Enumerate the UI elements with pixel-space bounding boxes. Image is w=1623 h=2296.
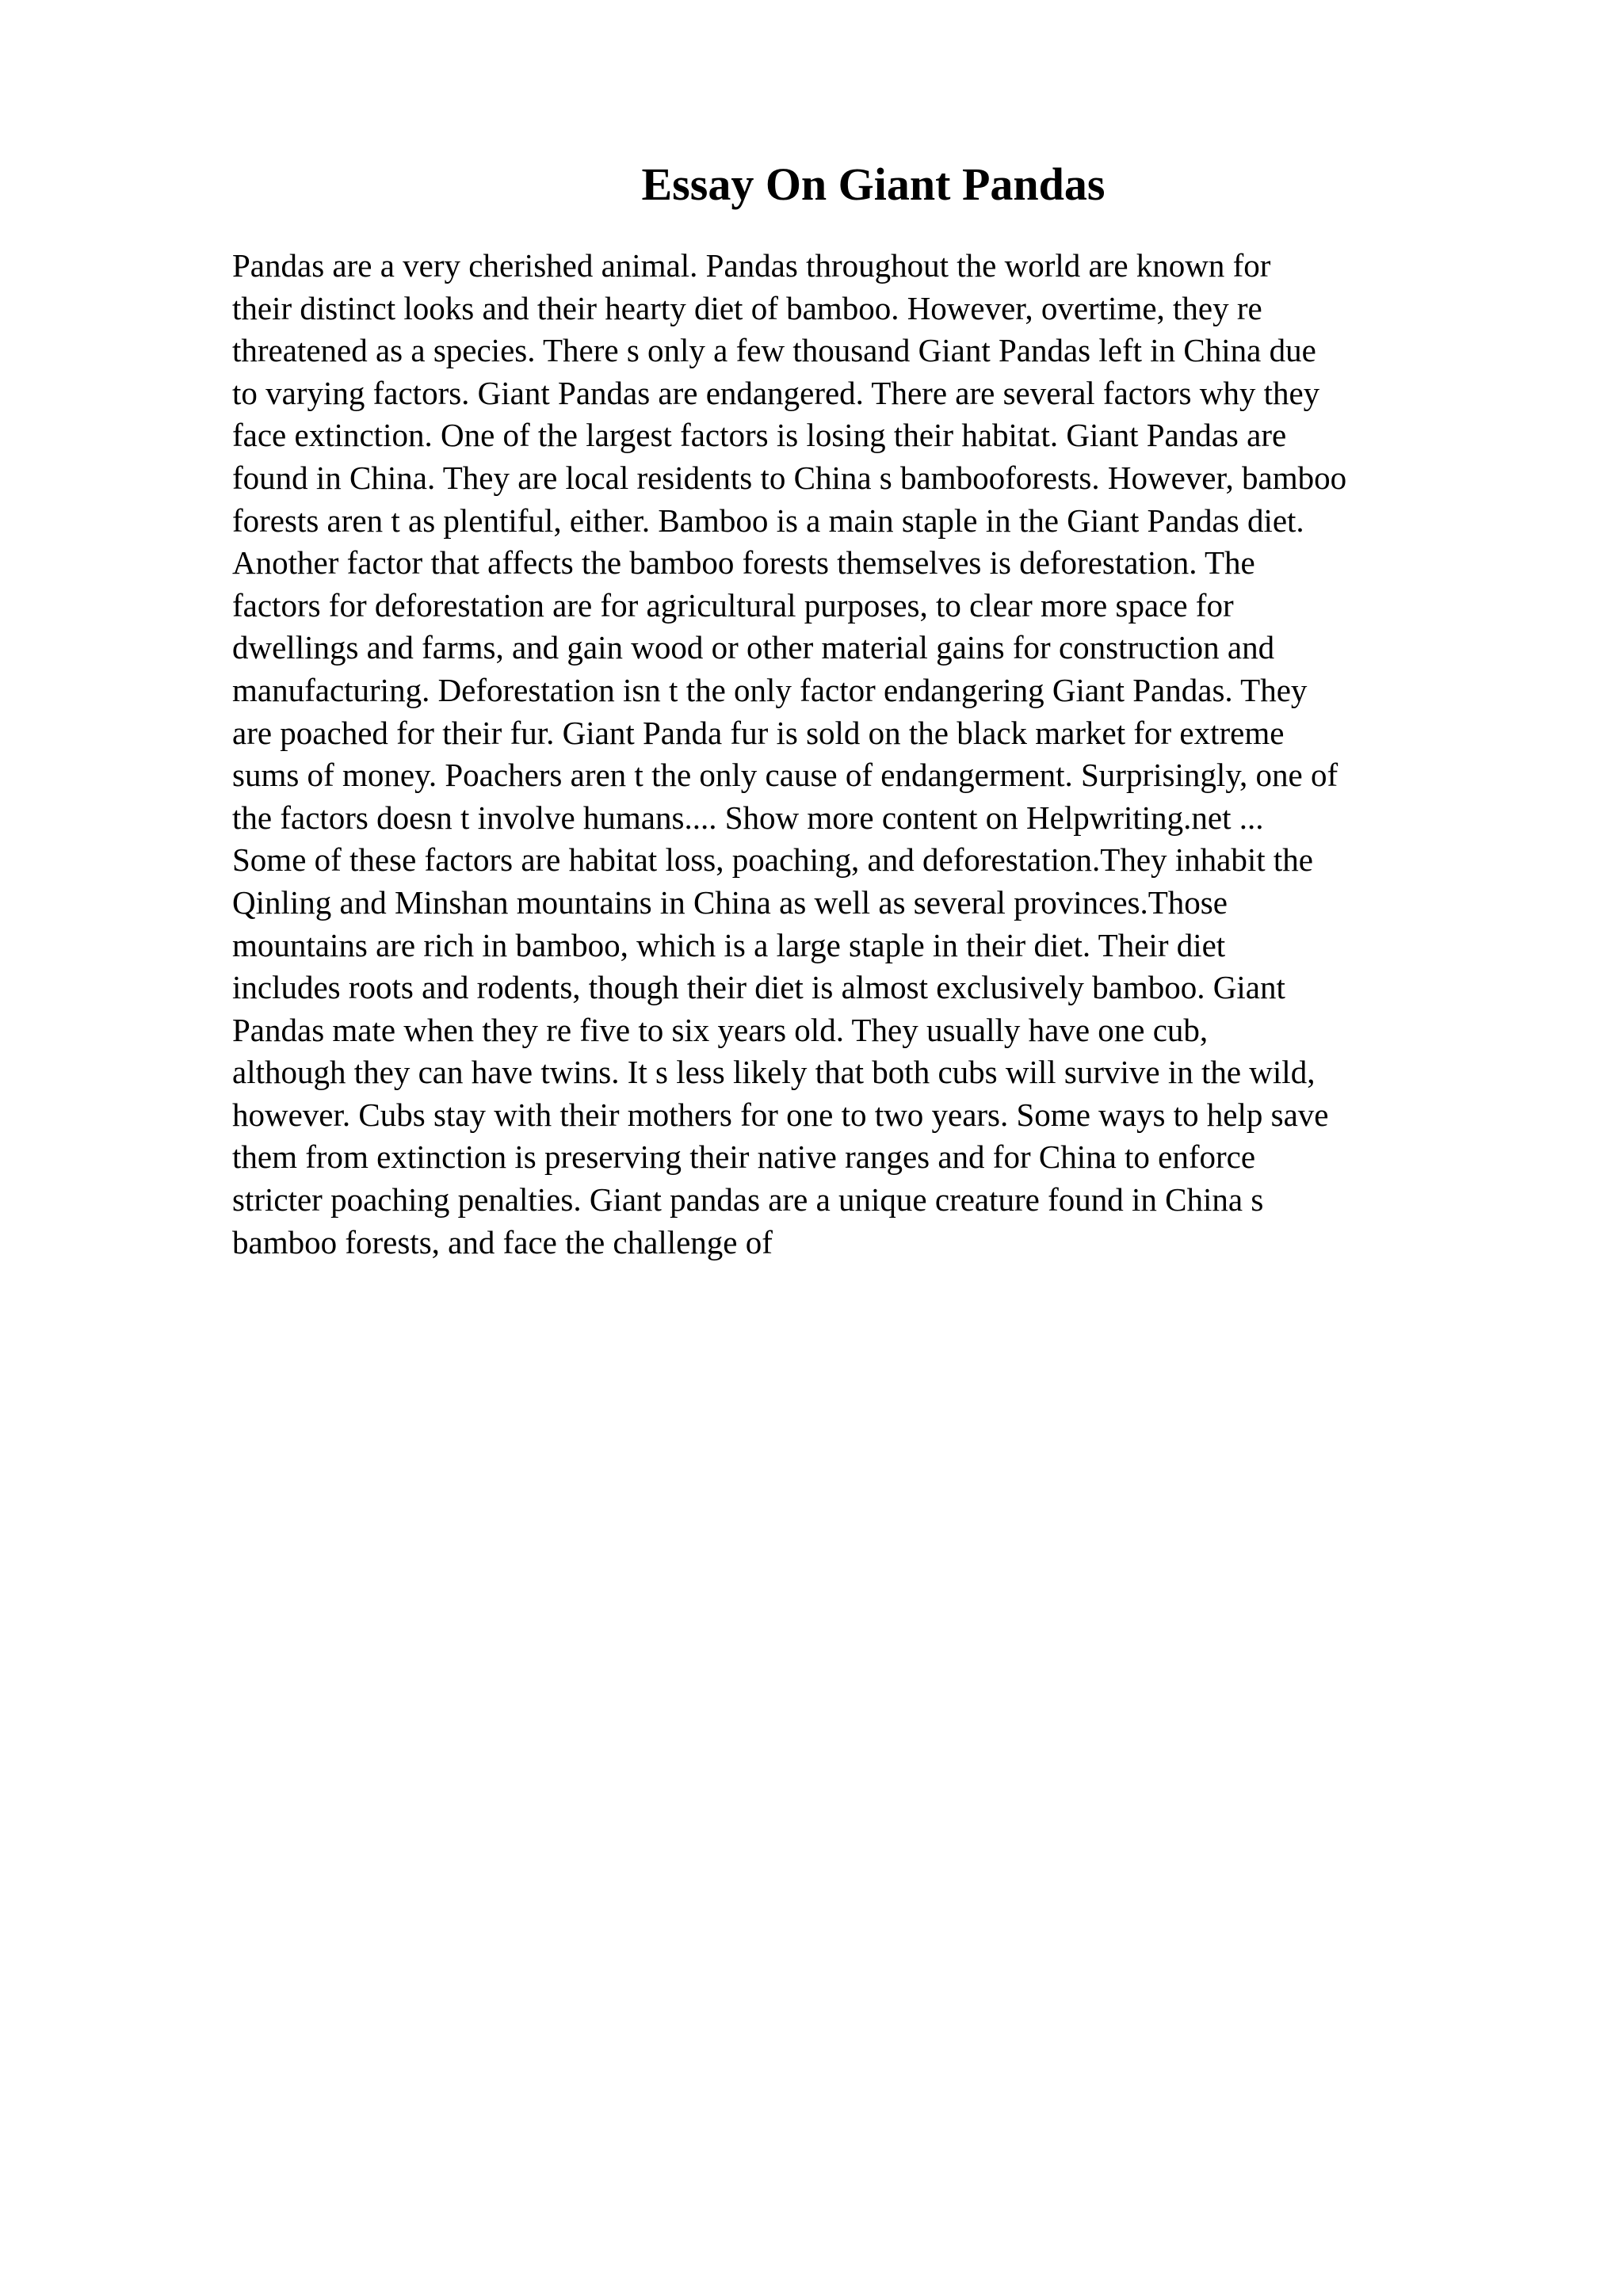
essay-line: bamboo forests, and face the challenge of [232,1223,773,1261]
essay-line: includes roots and rodents, though their diet is almost exclusively bamboo. Giant [232,969,1285,1006]
essay-line: them from extinction is preserving their native ranges and for China to enforce [232,1138,1256,1176]
essay-line: however. Cubs stay with their mothers for one to two years. Some ways to help save [232,1096,1329,1133]
essay-line: manufacturing. Deforestation isn t the only factor endangering Giant Pandas. They [232,671,1308,708]
essay-line: sums of money. Poachers aren t the only cause of endangerment. Surprisingly, one of [232,757,1338,794]
essay-line: face extinction. One of the largest factors is losing their habitat. Giant Pandas are [232,417,1287,454]
essay-line: Pandas are a very cherished animal. Pandas throughout the world are known for [232,247,1271,284]
essay-line: threatened as a species. There s only a few thousand Giant Pandas left in China due [232,332,1316,369]
document-title: Essay On Giant Pandas [641,158,1106,210]
essay-line: to varying factors. Giant Pandas are endangered. There are several factors why they [232,374,1320,411]
essay-line: forests aren t as plentiful, either. Bamboo is a main staple in the Giant Pandas diet. [232,502,1304,539]
essay-line: stricter poaching penalties. Giant pandas are a unique creature found in China s [232,1181,1264,1219]
essay-line: the factors doesn t involve humans.... Show more content on Helpwriting.net ... [232,799,1264,836]
essay-line: Qinling and Minshan mountains in China as well as several provinces.Those [232,883,1228,921]
essay-line: Pandas mate when they re five to six years old. They usually have one cub, [232,1011,1209,1048]
essay-line: found in China. They are local residents to China s bambooforests. However, bamboo [232,459,1347,496]
essay-line: Some of these factors are habitat loss, poaching, and deforestation.They inhabit the [232,841,1313,879]
essay-line: are poached for their fur. Giant Panda fur is sold on the black market for extreme [232,714,1285,751]
essay-line: mountains are rich in bamboo, which is a large staple in their diet. Their diet [232,926,1226,963]
essay-line: Another factor that affects the bamboo forests themselves is deforestation. The [232,544,1255,582]
essay-body [232,245,1532,1264]
essay-line: although they can have twins. It s less likely that both cubs will survive in the wild, [232,1054,1316,1091]
essay-line: factors for deforestation are for agricultural purposes, to clear more space for [232,586,1234,624]
essay-line: dwellings and farms, and gain wood or other material gains for construction and [232,629,1275,666]
essay-line: their distinct looks and their hearty diet of bamboo. However, overtime, they re [232,289,1262,326]
